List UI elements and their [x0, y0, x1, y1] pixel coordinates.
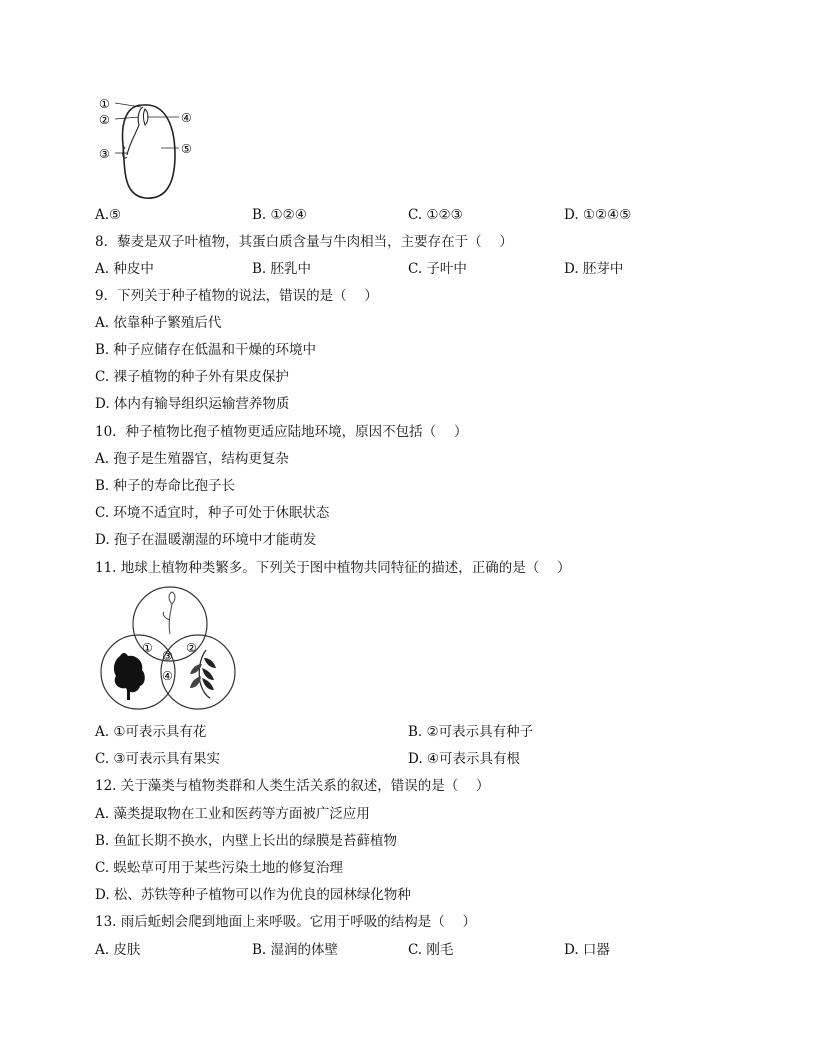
q10-option-d: D. 孢子在温暖潮湿的环境中才能萌发: [95, 532, 317, 548]
q9-option-b: B. 种子应储存在低温和干燥的环境中: [95, 342, 317, 358]
venn-label-4: ④: [162, 669, 173, 683]
q10-stem: 10．种子植物比孢子植物更适应陆地环境，原因不包括（ ）: [95, 424, 468, 440]
q13-option-c: C. 刚毛: [408, 942, 454, 958]
q13-option-d: D. 口器: [564, 942, 610, 958]
q10-option-a: A. 孢子是生殖器官，结构更复杂: [95, 451, 289, 467]
plant-venn-diagram: [98, 584, 238, 714]
seed-label-4: ④: [181, 111, 192, 125]
q12-stem: 12. 关于藻类与植物类群和人类生活关系的叙述，错误的是（ ）: [95, 778, 490, 794]
flowering-plant-icon: [163, 592, 175, 634]
q11-option-c: C. ③可表示具有果实: [95, 751, 221, 767]
q8-stem: 8．藜麦是双子叶植物，其蛋白质含量与牛肉相当，主要存在于（ ）: [95, 234, 513, 250]
seed-structure-figure: [95, 95, 205, 205]
q7-option-d: D. ①②④⑤: [564, 207, 632, 223]
q7-option-c: C. ①②③: [408, 207, 463, 223]
tree-icon: [114, 653, 145, 700]
q10-option-b: B. 种子的寿命比孢子长: [95, 478, 236, 494]
q13-stem: 13. 雨后蚯蚓会爬到地面上来呼吸。它用于呼吸的结构是（ ）: [95, 914, 477, 930]
seed-label-2: ②: [99, 113, 110, 127]
seed-label-3: ③: [99, 147, 110, 161]
venn-label-1: ①: [142, 641, 153, 655]
fern-icon: [190, 650, 216, 698]
q8-option-a: A. 种皮中: [95, 261, 154, 277]
q7-option-a: A.⑤: [95, 207, 122, 223]
q13-option-b: B. 湿润的体壁: [252, 942, 339, 958]
q12-option-a: A. 藻类提取物在工业和医药等方面被广泛应用: [95, 806, 370, 822]
q11-stem: 11. 地球上植物种类繁多。下列关于图中植物共同特征的描述，正确的是（ ）: [95, 560, 571, 576]
q11-option-d: D. ④可表示具有根: [408, 751, 521, 767]
q9-stem: 9．下列关于种子植物的说法，错误的是（ ）: [95, 288, 378, 304]
q11-option-b: B. ②可表示具有种子: [408, 724, 534, 740]
q11-option-a: A. ①可表示具有花: [95, 724, 207, 740]
venn-label-3: ③: [162, 649, 173, 663]
venn-label-2: ②: [186, 641, 197, 655]
q8-option-c: C. 子叶中: [408, 261, 467, 277]
seed-label-5: ⑤: [181, 142, 192, 156]
q8-option-d: D. 胚芽中: [564, 261, 624, 277]
q9-option-d: D. 体内有输导组织运输营养物质: [95, 396, 290, 412]
q12-option-b: B. 鱼缸长期不换水，内壁上长出的绿膜是苔藓植物: [95, 833, 398, 849]
seed-label-1: ①: [99, 97, 110, 111]
q13-option-a: A. 皮肤: [95, 942, 141, 958]
q12-option-c: C. 蜈蚣草可用于某些污染土地的修复治理: [95, 860, 343, 876]
q8-option-b: B. 胚乳中: [252, 261, 312, 277]
q9-option-c: C. 裸子植物的种子外有果皮保护: [95, 369, 289, 385]
q12-option-d: D. 松、苏铁等种子植物可以作为优良的园林绿化物种: [95, 887, 411, 903]
q10-option-c: C. 环境不适宜时，种子可处于休眠状态: [95, 505, 330, 521]
q7-option-b: B. ①②④: [252, 207, 307, 223]
q9-option-a: A. 依靠种子繁殖后代: [95, 315, 222, 331]
